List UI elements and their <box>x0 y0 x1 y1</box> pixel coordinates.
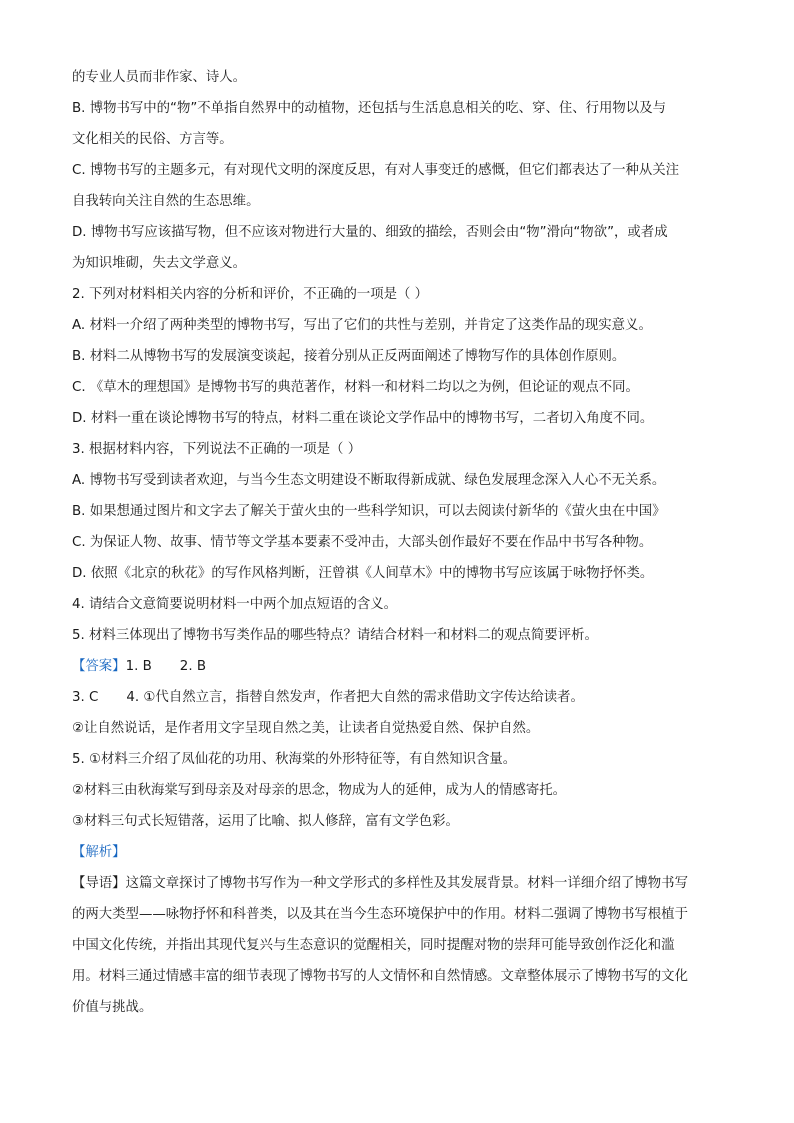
answer-q4-point-2: ②让自然说话，是作者用文字呈现自然之美，让读者自觉热爱自然、保护自然。 <box>72 721 540 736</box>
option-c-line: C. 《草木的理想国》是博物书写的典范著作，材料一和材料二均以之为例，但论证的观点不同。 <box>72 380 639 395</box>
option-a-line: A. 博物书写受到读者欢迎，与当今生态文明建设不断取得新成就、绿色发展理念深入人心不无关系。 <box>72 473 666 488</box>
text-line: 自我转向关注自然的生态思维。 <box>72 194 260 209</box>
answer-q2: 2. B <box>179 659 207 674</box>
guide-line: 的两大类型——咏物抒怀和科普类，以及其在当今生态环境保护中的作用。材料二强调了博物书写根植于 <box>72 907 688 922</box>
option-d-line: D. 依照《北京的秋花》的写作风格判断，汪曾祺《人间草木》中的博物书写应该属于咏物抒怀类。 <box>72 566 654 581</box>
option-a-line: A. 材料一介绍了两种类型的博物书写，写出了它们的共性与差别，并肯定了这类作品的现实意义。 <box>72 318 652 333</box>
analysis-tag: 【解析】 <box>72 845 126 860</box>
question-2: 2. 下列对材料相关内容的分析和评价，不正确的一项是（ ） <box>72 287 429 302</box>
answer-q4: 4. ①代自然立言，指替自然发声，作者把大自然的需求借助文字传达给读者。 <box>126 690 584 705</box>
document-page <box>72 62 722 1023</box>
guide-line: 用。材料三通过情感丰富的细节表现了博物书写的人文情怀和自然情感。文章整体展示了博物书写的文化 <box>72 969 688 984</box>
guide-line: 中国文化传统，并指出其现代复兴与生态意识的觉醒相关，同时提醒对物的崇拜可能导致创作泛化和滥 <box>72 938 675 953</box>
option-c-line: C. 为保证人物、故事、情节等文学基本要素不受冲击，大部头创作最好不要在作品中书写各种物。 <box>72 535 653 550</box>
answer-q5-point-3: ③材料三句式长短错落，运用了比喻、拟人修辞，富有文学色彩。 <box>72 814 459 829</box>
option-d-line: D. 博物书写应该描写物，但不应该对物进行大量的、细致的描绘，否则会由“物”滑向“物欲”，或者成 <box>72 225 668 240</box>
answer-q1: 1. B <box>125 659 152 674</box>
option-b-line: B. 博物书写中的“物”不单指自然界中的动植物，还包括与生活息息相关的吃、穿、住、行用物以及与 <box>72 101 666 116</box>
guide-line <box>72 868 722 899</box>
answer-q5-point-2: ②材料三由秋海棠写到母亲及对母亲的思念，物成为人的延伸，成为人的情感寄托。 <box>72 783 567 798</box>
analysis-heading <box>72 837 722 868</box>
text-line: 的专业人员而非作家、诗人。 <box>72 70 247 85</box>
text-line: 为知识堆砌，失去文学意义。 <box>72 256 247 271</box>
option-b-line: B. 材料二从博物书写的发展演变谈起，接着分别从正反两面阐述了博物写作的具体创作原则。 <box>72 349 626 364</box>
option-d-line: D. 材料一重在谈论博物书写的特点，材料二重在谈论文学作品中的博物书写，二者切入角度不同。 <box>72 411 654 426</box>
guide-text: 这篇文章探讨了博物书写作为一种文学形式的多样性及其发展背景。材料一详细介绍了博物书写 <box>125 876 688 891</box>
answer-q3: 3. C <box>72 690 99 705</box>
question-4: 4. 请结合文意简要说明材料一中两个加点短语的含义。 <box>72 597 398 612</box>
option-b-line: B. 如果想通过图片和文字去了解关于萤火虫的一些科学知识，可以去阅读付新华的《萤火虫在中国》 <box>72 504 666 519</box>
text-line: 文化相关的民俗、方言等。 <box>72 132 233 147</box>
answer-tag: 【答案】 <box>72 659 126 674</box>
answer-line <box>72 682 722 713</box>
option-c-line: C. 博物书写的主题多元，有对现代文明的深度反思，有对人事变迁的感慨，但它们都表达了一种从关注 <box>72 163 680 178</box>
question-5: 5. 材料三体现出了博物书写类作品的哪些特点？请结合材料一和材料二的观点简要评析。 <box>72 628 598 643</box>
question-3: 3. 根据材料内容，下列说法不正确的一项是（ ） <box>72 442 362 457</box>
answer-q5: 5. ①材料三介绍了凤仙花的功用、秋海棠的外形特征等，有自然知识含量。 <box>72 752 517 767</box>
guide-line: 价值与挑战。 <box>72 1000 153 1015</box>
guide-tag: 【导语】 <box>72 876 126 891</box>
answer-line <box>72 651 722 682</box>
